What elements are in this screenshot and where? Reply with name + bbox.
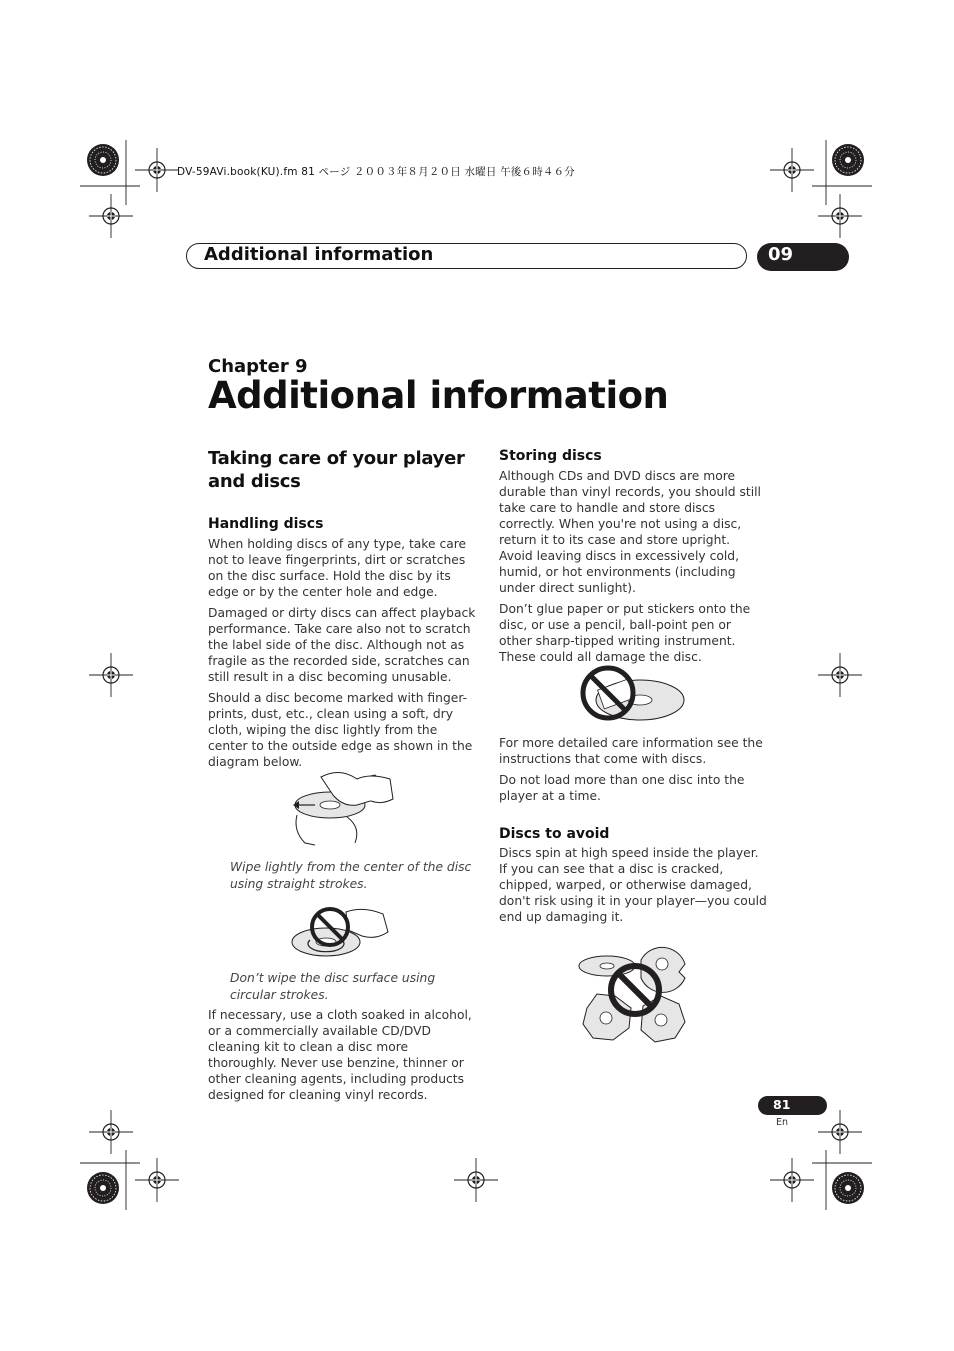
starburst-target-icon	[832, 1172, 864, 1204]
avoid-heading: Discs to avoid	[499, 826, 610, 842]
caption-circular-strokes: Don’t wipe the disc surface using circular strokes.	[230, 971, 436, 1002]
section-title: Additional information	[204, 244, 434, 265]
care-info-text	[499, 735, 767, 809]
registration-mark-icon	[818, 1110, 862, 1154]
paragraph: Should a disc become marked with finger-prints, dust, etc., clean using a soft, dry cloth, wiping the disc lightly from the center to the outside edge as shown in the diagram below.	[208, 691, 473, 769]
page-number: 81	[773, 1097, 791, 1112]
paragraph: Damaged or dirty discs can affect playback performance. Take care also not to scratch the label side of the disc. Although not as fragile as the recorded side, scratches can still result in a disc becoming unusable.	[208, 606, 476, 684]
registration-mark-icon	[770, 148, 814, 192]
print-header: DV-59AVi.book(KU).fm 81 ページ ２００３年８月２０日 水曜日 午後６時４６分	[177, 166, 576, 178]
damaged-discs-illustration	[575, 938, 695, 1046]
registration-mark-icon	[135, 1158, 179, 1202]
registration-mark-icon	[818, 194, 862, 238]
disc-wipe-illustration	[285, 765, 400, 850]
chapter-number: 09	[768, 244, 794, 265]
registration-mark-icon	[89, 1110, 133, 1154]
disc-sticker-prohibited-illustration	[578, 660, 688, 726]
paragraph: Do not load more than one disc into the player at a time.	[499, 773, 745, 803]
starburst-target-icon	[87, 1172, 119, 1204]
handling-text	[208, 536, 480, 775]
registration-mark-icon	[818, 653, 862, 697]
storing-text	[499, 468, 767, 670]
chapter-label: Chapter 9	[208, 356, 308, 377]
paragraph: When holding discs of any type, take care not to leave fingerprints, dirt or scratches on the disc surface. Hold the disc by its edge or by the center hole and edge.	[208, 537, 467, 599]
paragraph: Although CDs and DVD discs are more durable than vinyl records, you should still take care to handle and store discs correctly. When you're not using a disc, return it to its case and store upright. Avoid leaving discs in excessively cold, humid, or hot environments (including under direct sunlight).	[499, 469, 761, 595]
starburst-target-icon	[832, 144, 864, 176]
storing-heading: Storing discs	[499, 448, 602, 464]
care-heading: Taking care of your player and discs	[208, 448, 465, 492]
paragraph: For more detailed care information see the instructions that come with discs.	[499, 736, 763, 766]
chapter-title: Additional information	[208, 374, 669, 417]
registration-mark-icon	[454, 1158, 498, 1202]
disc-circular-wipe-illustration	[288, 904, 393, 962]
avoid-paragraph: Discs spin at high speed inside the player. If you can see that a disc is cracked, chipped, warped, or otherwise damaged, don't risk using it in your player—you could end up damaging it.	[499, 846, 767, 924]
handling-heading: Handling discs	[208, 516, 324, 532]
starburst-target-icon	[87, 144, 119, 176]
paragraph: Don’t glue paper or put stickers onto the disc, or use a pencil, ball-point pen or other sharp-tipped writing instrument. These could all damage the disc.	[499, 602, 751, 664]
page-number-badge	[758, 1096, 827, 1115]
caption-straight-strokes: Wipe lightly from the center of the disc using straight strokes.	[230, 860, 472, 891]
registration-mark-icon	[89, 653, 133, 697]
page-language: En	[776, 1117, 789, 1128]
cleaning-paragraph: If necessary, use a cloth soaked in alcohol, or a commercially available CD/DVD cleaning kit to clean a disc more thoroughly. Never use benzine, thinner or other cleaning agents, including products designed for cleaning vinyl records.	[208, 1008, 472, 1102]
registration-mark-icon	[770, 1158, 814, 1202]
registration-mark-icon	[135, 148, 179, 192]
